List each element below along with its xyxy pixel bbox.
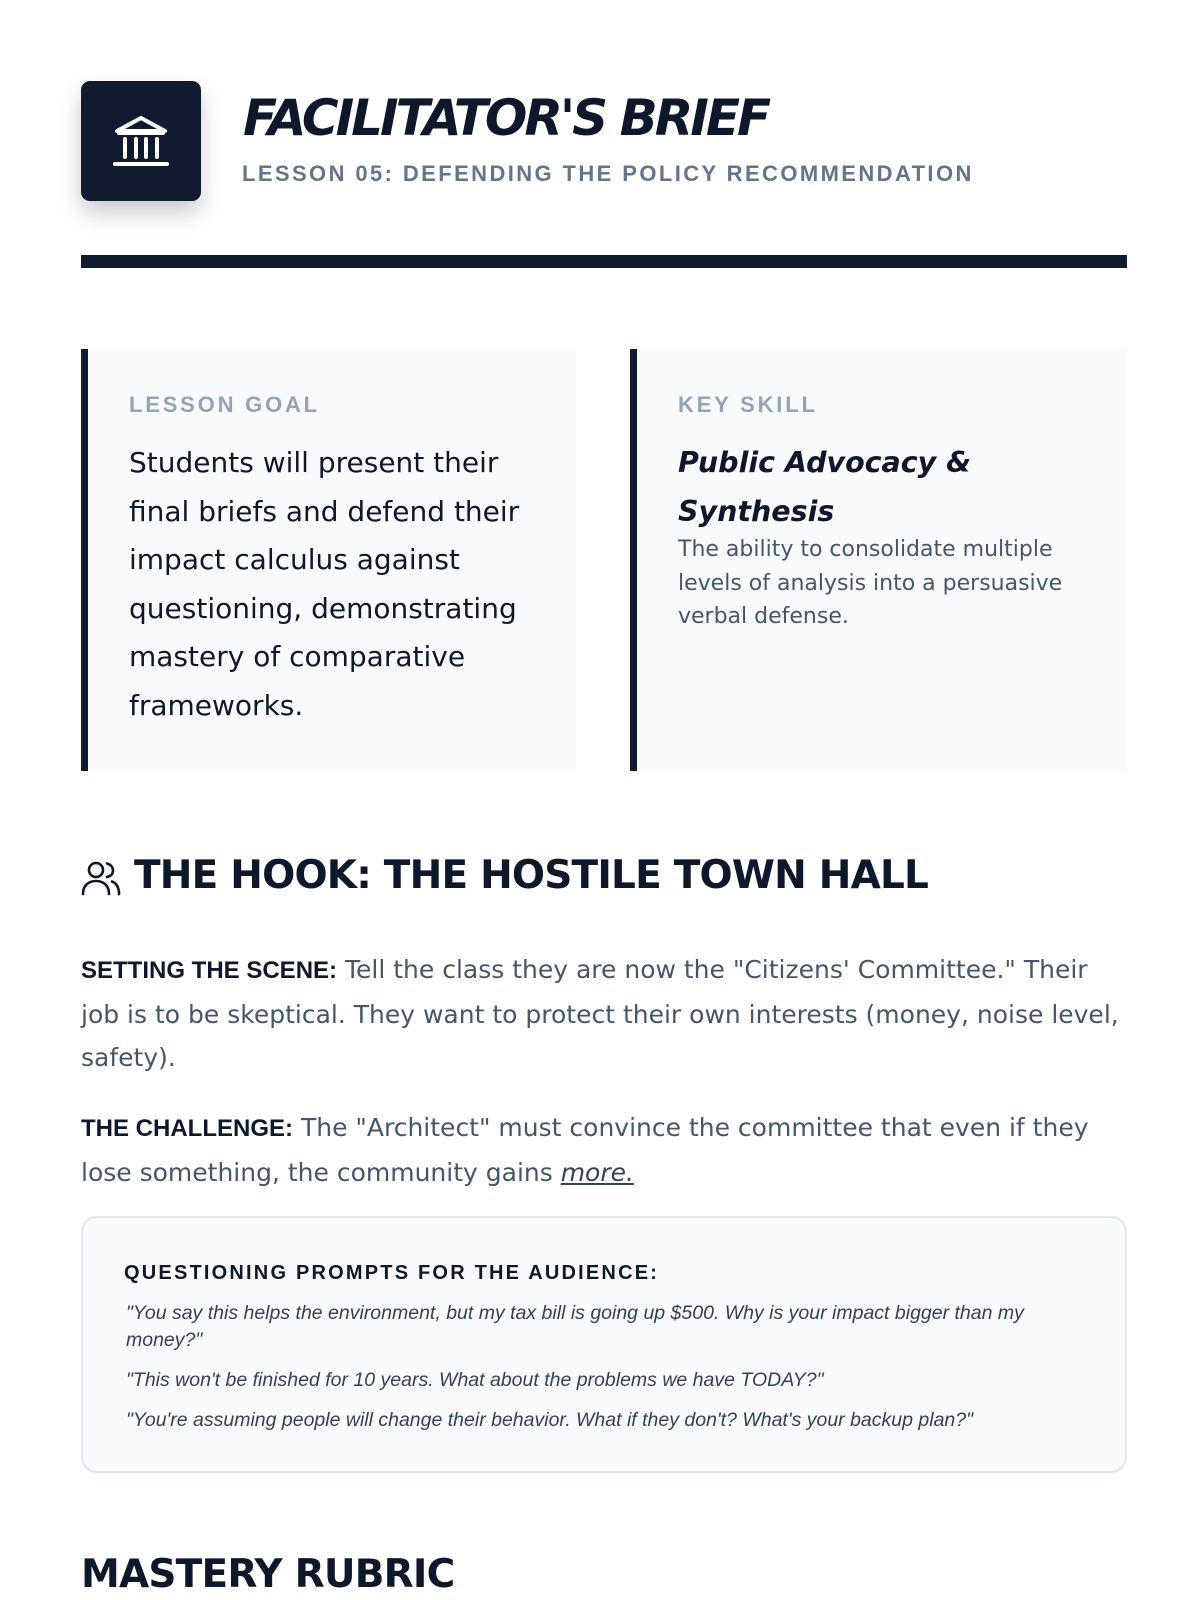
- questioning-prompts-label: QUESTIONING PROMPTS FOR THE AUDIENCE:: [124, 1262, 660, 1284]
- page-title: FACILITATOR'S BRIEF: [243, 89, 769, 147]
- header-divider: [81, 255, 1127, 268]
- lesson-goal-card: [81, 349, 576, 771]
- hook-section-header: [81, 852, 1127, 902]
- logo-badge: [81, 81, 201, 201]
- key-skill-description: The ability to consolidate multiple levels of analysis into a persuasive verbal defense.: [678, 537, 1063, 629]
- setting-the-scene-label: SETTING THE SCENE:: [81, 957, 338, 984]
- setting-the-scene-paragraph: [81, 948, 1127, 1080]
- setting-the-scene-text: Tell the class they are now the "Citizens' Committee." Their job is to be skeptical. They want to protect their own interests (money, noise level, safety).: [81, 955, 1119, 1072]
- challenge-paragraph: [81, 1106, 1127, 1194]
- mastery-rubric-title: MASTERY RUBRIC: [81, 1552, 455, 1597]
- lesson-goal-text: Students will present their final briefs and defend their impact calculus against questioning, demonstrating mastery of comparative frameworks.: [129, 446, 520, 722]
- audience-prompt: "You're assuming people will change their behavior. What if they don't? What's your backup plan?": [126, 1409, 974, 1431]
- lesson-subtitle: LESSON 05: DEFENDING THE POLICY RECOMMENDATION: [242, 161, 974, 186]
- users-icon: [81, 858, 121, 898]
- bank-building-icon: [111, 111, 171, 171]
- audience-prompt: "This won't be finished for 10 years. What about the problems we have TODAY?": [126, 1369, 824, 1391]
- key-skill-label: KEY SKILL: [678, 392, 818, 417]
- page-header: [81, 81, 1127, 201]
- challenge-label: THE CHALLENGE:: [81, 1115, 293, 1142]
- challenge-emphasis: more.: [560, 1157, 634, 1187]
- lesson-goal-label: LESSON GOAL: [129, 392, 320, 417]
- key-skill-card: [630, 349, 1127, 771]
- questioning-prompts-box: [81, 1216, 1127, 1473]
- hook-section-title: THE HOOK: THE HOSTILE TOWN HALL: [134, 853, 929, 898]
- challenge-text: The "Architect" must convince the committee that even if they lose something, the community gains: [81, 1113, 1089, 1187]
- key-skill-title: Public Advocacy & Synthesis: [678, 446, 972, 528]
- audience-prompt: "You say this helps the environment, but my tax bill is going up $500. Why is your impact bigger than my money?": [126, 1302, 1024, 1351]
